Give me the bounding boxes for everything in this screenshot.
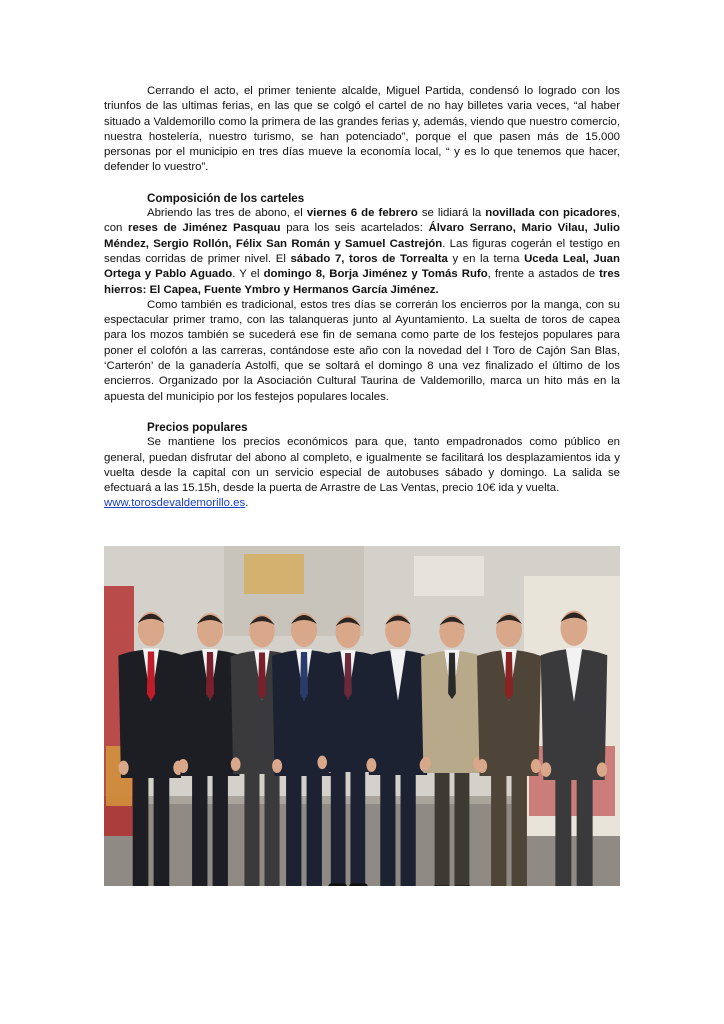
text-fragment: para los seis acartelados: [280,222,429,235]
precios-paragraph: Se mantiene los precios económicos para que, tanto empadronados como público en general, puedan disfrutar del abono al completo, e igualmente se facilitará los desplazamientos ida y vuelta desde la capital con un servicio especial de autobuses sábado y domingo. La salida se efectuará a las 15.15h, desde la puerta de Arrastre de Las Ventas, precio 10€ ida y vuelta. [104,436,620,495]
press-photo [104,546,620,886]
spacer [104,405,620,420]
intro-paragraph: Cerrando el acto, el primer teniente alcalde, Miguel Partida, condensó lo logrado con los triunfos de las ultimas ferias, en las que se colgó el cartel de no hay billetes varia veces, “al haber situado a Valdemorillo como la primera de las grandes ferias y, además, viendo que nuestro comercio, nuestra hostelería, nuestro turismo, se han potenciado”, porque el que pasen más de 15.000 personas por el municipio en tres días mueve la economía local, “ y es lo que tenemos que hacer, defender lo vuestro”. [104,85,620,174]
bold-fragment: reses de Jiménez Pasquau [128,222,281,235]
website-link[interactable]: www.torosdevaldemorillo.es [104,497,246,510]
section-heading-precios: Precios populares [147,420,248,434]
back-poster-art [244,554,304,594]
text-fragment: se lidiará la [417,207,486,220]
bold-fragment: domingo 8, Borja Jiménez y Tomás Rufo [263,268,488,281]
bold-fragment: viernes 6 de febrero [306,207,418,220]
bold-fragment: tres hierros: El Capea, Fuente Ymbro y Hermanos García Jiménez. [104,268,621,296]
bold-fragment: sábado 7, toros de Torrealta [290,252,448,265]
carteles-paragraph-1 [104,206,620,298]
text-fragment: y en la terna [447,252,525,265]
section-heading-carteles: Composición de los carteles [147,191,305,205]
group-photo-illustration [104,546,620,886]
website-link-suffix: . [245,497,249,510]
text-fragment: . Las figuras cogerán el testigo en sendas corridas de primer nivel. El [104,237,620,265]
text-fragment: , con [104,207,620,235]
website-line [104,496,620,511]
bold-fragment: novillada con picadores [485,207,617,220]
spacer [104,176,620,191]
bold-fragment: Uceda Leal, Juan Ortega y Pablo Aguado [104,252,620,281]
carteles-paragraph-2: Como también es tradicional, estos tres días se correrán los encierros por la manga, con su espectacular primer tramo, con las talanqueras junto al Ayuntamiento. La suelta de toros de capea para los mozos también se sucederá ese fin de semana como parte de los festejos populares para poner el colofón a las carreras, contándose este año con la novedad del I Toro de Cajón San Blas, ‘Carterón’ de la ganadería Astolfi, que se soltará el domingo 8 una vez finalizado el último de los encierros. Organizado por la Asociación Cultural Taurina de Valdemorillo, marca un hito más en la apuesta del municipio por los festejos populares locales. [104,298,620,403]
article-body [104,84,620,512]
text-fragment: Abriendo las tres de abono, el [147,207,307,220]
back-screen [414,556,484,596]
bold-fragment: Álvaro Serrano, Mario Vilau, Julio Méndez, Sergio Rollón, Félix San Román y Samuel Castrejón [104,222,620,250]
text-fragment: , frente a astados de [487,268,600,281]
text-fragment: . Y el [232,268,264,281]
